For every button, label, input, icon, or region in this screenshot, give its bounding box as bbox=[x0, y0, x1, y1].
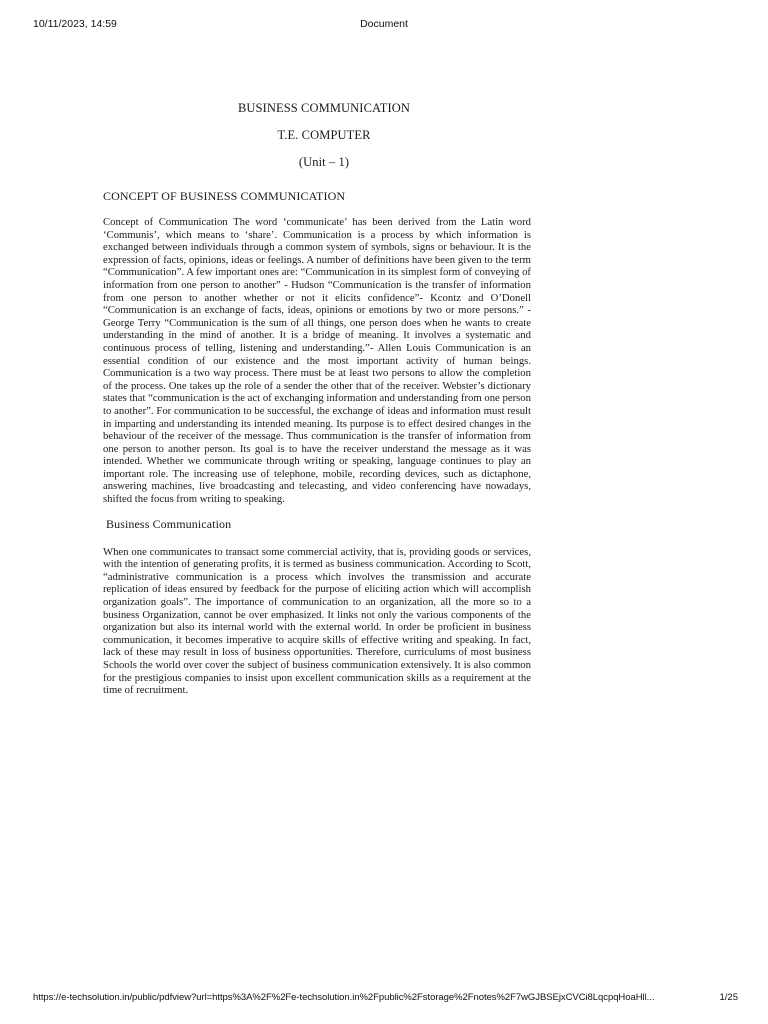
document-unit: (Unit – 1) bbox=[298, 155, 350, 169]
print-datetime: 10/11/2023, 14:59 bbox=[33, 18, 117, 30]
print-document-title: Document bbox=[360, 18, 408, 30]
section-paragraph-concept: Concept of Communication The word ‘communicate’ has been derived from the Latin word ‘Communis’, which means to ‘share’. Communication is a process by which information is exchanged between individuals through a common system of symbols, signs or behaviour. It is the expression of facts, opinions, ideas or feelings. A number of definitions have been given to the term “Communication”. A few important ones are: “Communication in its simplest form of conveying of information from one person to another” - Hudson “Communication is the transfer of information from one person to another whether or not it elicits confidence”- Kcontz and O’Donell “Communication is an exchange of facts, ideas, opinions or emotions by two or more persons.” -George Terry “Communication is the sum of all things, one person does when he wants to create understanding in the mind of another. It is a bridge of meaning. It involves a systematic and continuous process of telling, listening and understanding.”- Allen Louis Communication is an essential condition of our existence and the most important activity of human beings. Communication is a two way process. There must be at least two persons to allow the completion of the process. One takes up the role of a sender the other that of the receiver. Webster’s dictionary states that “communication is the act of exchanging information and understanding from one person to another”. For communication to be successful, the exchange of ideas and information must result in imparting and understanding its intended meaning. Its purpose is to effect desired changes in the behaviour of the receiver of the message. Thus communication is the transfer of information from one person to another person. Its goal is to have the receiver understand the message as it was intended. Whether we communicate through writing or speaking, language continues to play an important role. The increasing use of telephone, mobile, recording devices, such as dictaphone, answering machines, live broadcasting and telecasting, and video conferencing have nowadays, shifted the focus from writing to speaking. bbox=[103, 216, 531, 506]
print-header bbox=[33, 18, 735, 32]
document-course: T.E. COMPUTER bbox=[277, 128, 371, 142]
document-page bbox=[103, 100, 531, 697]
print-url: https://e-techsolution.in/public/pdfview?url=https%3A%2F%2Fe-techsolution.in%2Fpublic%2Fstorage%2Fnotes%2F7wGJBSEjxCVCi8LqcpqHoaHll... bbox=[33, 992, 655, 1003]
document-title: BUSINESS COMMUNICATION bbox=[237, 101, 410, 115]
section-paragraph-business-communication: When one communicates to transact some commercial activity, that is, providing goods or services, with the intention of generating profits, it is termed as business communication. According to Scott, “administrative communication is a process which involves the transmission and accurate replication of ideas ensured by feedback for the purpose of eliciting action which will accomplish organization goals”. The importance of communication to an organization, all the more so to a business Organization, cannot be over emphasized. It links not only the various components of the organization but also its internal world with the external world. In order be proficient in business communication, it becomes imperative to acquire skills of effective writing and speaking. In fact, lack of these may result in loss of business opportunities. Therefore, curriculums of most business Schools the world over cover the subject of business communication extensively. It is also common for the prestigious companies to insist upon excellent communication skills as a requirement at the time of recruitment. bbox=[103, 545, 531, 697]
section-heading-concept: CONCEPT OF BUSINESS COMMUNICATION bbox=[103, 189, 346, 203]
print-footer bbox=[33, 992, 738, 1006]
section-heading-business-communication: Business Communication bbox=[106, 516, 232, 531]
page-counter: 1/25 bbox=[719, 992, 738, 1003]
